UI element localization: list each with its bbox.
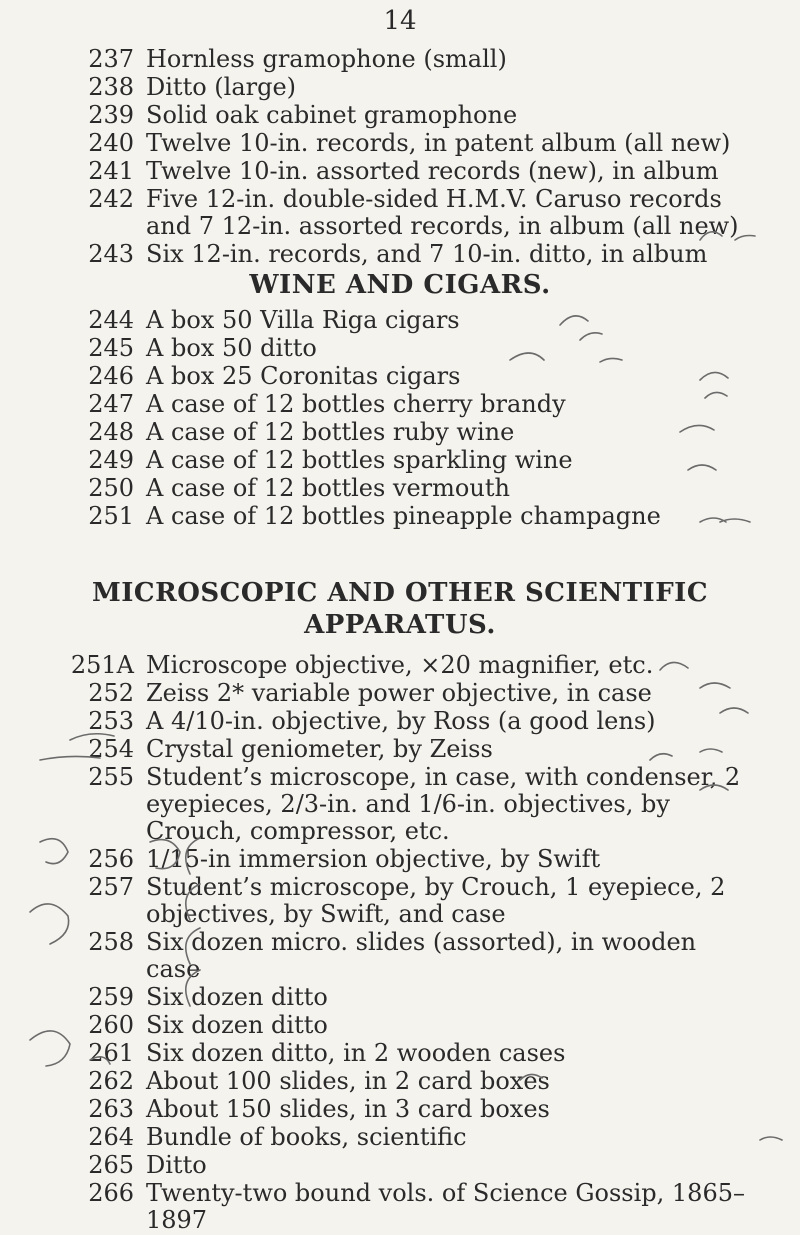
microscopic-lots-list	[60, 652, 780, 1235]
lot-number: 250	[88, 474, 134, 502]
list-item	[60, 1124, 780, 1151]
list-item	[60, 1152, 780, 1179]
list-item	[60, 419, 780, 446]
list-item	[60, 846, 780, 873]
lot-number: 263	[88, 1095, 134, 1123]
list-item	[60, 447, 780, 474]
lot-description: A 4/10-in. objective, by Ross (a good lens)	[146, 707, 656, 735]
list-item	[60, 984, 780, 1011]
lot-number: 242	[88, 185, 134, 213]
list-item	[60, 1040, 780, 1067]
lot-number: 251A	[70, 651, 134, 679]
lot-number: 243	[88, 240, 134, 268]
lot-number: 266	[88, 1179, 134, 1207]
lot-number: 260	[88, 1011, 134, 1039]
list-item	[60, 874, 780, 928]
section-heading-apparatus: APPARATUS.	[304, 610, 496, 640]
lot-description: Bundle of books, scientific	[146, 1123, 467, 1151]
lot-description: Twelve 10-in. records, in patent album (all new)	[146, 129, 731, 157]
lot-description: Zeiss 2* variable power objective, in case	[146, 679, 652, 707]
lot-description: Ditto (large)	[146, 73, 297, 101]
lot-description: About 150 slides, in 3 card boxes	[146, 1095, 550, 1123]
lot-number: 265	[88, 1151, 134, 1179]
lot-number: 262	[88, 1067, 134, 1095]
lot-description: A case of 12 bottles sparkling wine	[146, 446, 573, 474]
list-item	[60, 929, 780, 983]
lot-description: Six dozen ditto, in 2 wooden cases	[146, 1039, 566, 1067]
lot-description: Solid oak cabinet gramophone	[146, 101, 518, 129]
list-item	[60, 335, 780, 362]
list-item	[60, 186, 780, 240]
lot-description: A box 50 ditto	[146, 334, 317, 362]
lot-number: 261	[88, 1039, 134, 1067]
lot-description: Six dozen ditto	[146, 1011, 328, 1039]
list-item	[60, 130, 780, 157]
lot-number: 248	[88, 418, 134, 446]
lot-number: 247	[88, 390, 134, 418]
lot-description: Microscope objective, ×20 magnifier, etc.	[146, 651, 654, 679]
lot-number: 252	[88, 679, 134, 707]
lot-description: Hornless gramophone (small)	[146, 45, 507, 73]
lot-description: A case of 12 bottles ruby wine	[146, 418, 515, 446]
lot-description: A case of 12 bottles pineapple champagne	[146, 502, 661, 530]
lot-description: Six dozen micro. slides (assorted), in wooden case	[146, 928, 697, 983]
lot-description: Ditto	[146, 1151, 207, 1179]
lot-description: Five 12-in. double-sided H.M.V. Caruso records and 7 12-in. assorted records, in album (all new)	[146, 185, 739, 240]
lot-number: 249	[88, 446, 134, 474]
list-item	[60, 736, 780, 763]
lot-number: 253	[88, 707, 134, 735]
list-item	[60, 503, 780, 530]
lot-number: 241	[88, 157, 134, 185]
lot-number: 245	[88, 334, 134, 362]
lot-description: About 100 slides, in 2 card boxes	[146, 1067, 550, 1095]
lot-number: 244	[88, 306, 134, 334]
lot-description: A box 25 Coronitas cigars	[146, 362, 461, 390]
page-number: 14	[383, 6, 417, 36]
list-item	[60, 680, 780, 707]
lot-number: 255	[88, 763, 134, 791]
list-item	[60, 307, 780, 334]
lot-number: 254	[88, 735, 134, 763]
lot-description: A case of 12 bottles vermouth	[146, 474, 510, 502]
wine-lots-list	[60, 307, 780, 531]
lot-description: Twelve 10-in. assorted records (new), in album	[146, 157, 719, 185]
list-item	[60, 158, 780, 185]
list-item	[60, 1012, 780, 1039]
list-item	[60, 391, 780, 418]
lot-number: 264	[88, 1123, 134, 1151]
section-heading-microscopic: MICROSCOPIC AND OTHER SCIENTIFIC	[91, 578, 709, 608]
list-item	[60, 1180, 780, 1234]
lot-description: Crystal geniometer, by Zeiss	[146, 735, 493, 763]
lot-number: 251	[88, 502, 134, 530]
lot-number: 246	[88, 362, 134, 390]
lot-number: 256	[88, 845, 134, 873]
lot-number: 257	[88, 873, 134, 901]
lot-description: A case of 12 bottles cherry brandy	[146, 390, 566, 418]
lot-number: 239	[88, 101, 134, 129]
lot-number: 259	[88, 983, 134, 1011]
list-item	[60, 74, 780, 101]
lot-number: 240	[88, 129, 134, 157]
lot-description: Twenty-two bound vols. of Science Gossip, 1865–1897	[146, 1179, 745, 1234]
lot-description: Student’s microscope, by Crouch, 1 eyepiece, 2 objectives, by Swift, and case	[146, 873, 726, 928]
list-item	[60, 475, 780, 502]
list-item	[60, 764, 780, 845]
list-item	[60, 1068, 780, 1095]
lot-number: 238	[88, 73, 134, 101]
lots-top-list	[60, 46, 780, 269]
lot-description: Student’s microscope, in case, with condenser, 2 eyepieces, 2/3-in. and 1/6-in. objectives, by Crouch, compressor, etc.	[146, 763, 741, 845]
lot-description: A box 50 Villa Riga cigars	[146, 306, 460, 334]
list-item	[60, 241, 780, 268]
lot-number: 258	[88, 928, 134, 956]
lot-description: Six 12-in. records, and 7 10-in. ditto, in album	[146, 240, 708, 268]
list-item	[60, 363, 780, 390]
lot-number: 237	[88, 45, 134, 73]
list-item	[60, 708, 780, 735]
section-heading-wine: WINE AND CIGARS.	[249, 270, 551, 300]
list-item	[60, 102, 780, 129]
list-item	[60, 46, 780, 73]
list-item	[60, 1096, 780, 1123]
lot-description: 1/15-in immersion objective, by Swift	[146, 845, 601, 873]
list-item	[60, 652, 780, 679]
lot-description: Six dozen ditto	[146, 983, 328, 1011]
